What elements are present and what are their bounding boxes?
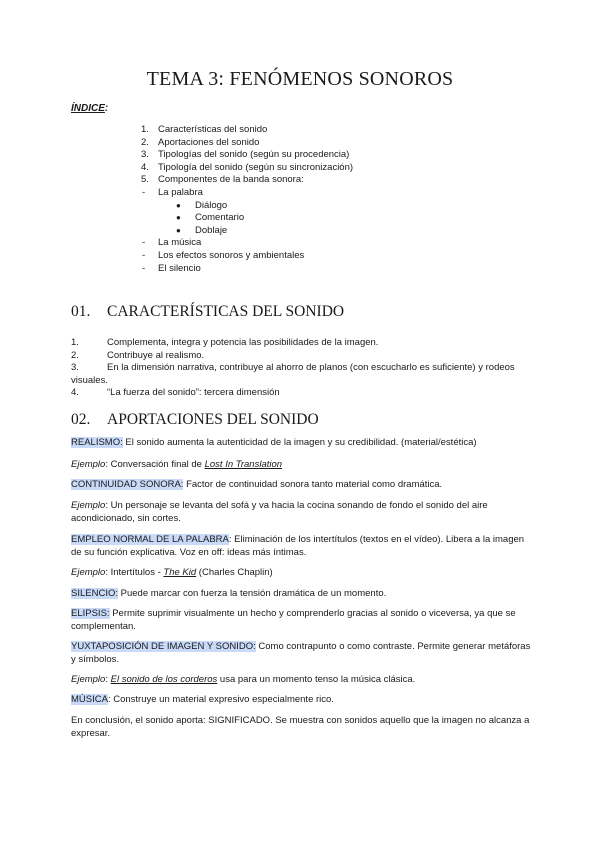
indice-heading — [71, 103, 108, 114]
list-item: En la dimensión narrativa, contribuye al ahorro de planos (con escucharlo es suficiente) y rodeos — [107, 362, 515, 373]
indice-colon: : — [104, 103, 109, 114]
section-title: CARACTERÍSTICAS DEL SONIDO — [107, 303, 345, 320]
highlighted-term: SILENCIO: — [71, 588, 118, 599]
toc-subitem: Doblaje — [195, 225, 228, 236]
toc-item-palabra: La palabra — [158, 187, 203, 198]
list-item: Complementa, integra y potencia las posibilidades de la imagen. — [107, 337, 379, 348]
section-heading-02 — [71, 411, 319, 429]
paragraph-text: : — [105, 674, 111, 685]
toc-subitem: Comentario — [195, 212, 245, 223]
highlighted-term: ELIPSIS: — [71, 608, 110, 619]
toc-item: El silencio — [158, 263, 201, 274]
toc-item: Los efectos sonoros y ambientales — [158, 250, 305, 261]
paragraph-ejemplo-1 — [71, 458, 531, 471]
paragraph-text: usa para un momento tenso la música clásica. — [217, 674, 416, 685]
list-item-continuation: visuales. — [71, 375, 108, 386]
paragraph-silencio — [71, 587, 531, 600]
paragraph-conclusion: En conclusión, el sonido aporta: SIGNIFICADO. Se muestra con sonidos aquello que la imagen no alcanza a expresar. — [71, 715, 530, 739]
bullet-icon: ● — [176, 201, 181, 210]
toc-item: Tipologías del sonido (según su procedencia) — [158, 149, 350, 160]
toc-subitem: Diálogo — [195, 200, 228, 211]
paragraph-text: : Construye un material expresivo especialmente rico. — [107, 694, 334, 705]
film-title: El sonido de los corderos — [110, 674, 218, 685]
toc-item: Características del sonido — [158, 124, 268, 135]
paragraph-musica — [71, 693, 531, 706]
ejemplo-label: Ejemplo — [71, 674, 106, 685]
highlighted-term: REALISMO: — [71, 437, 123, 448]
highlighted-term: MÚSICA — [71, 694, 108, 705]
paragraph-elipsis — [71, 607, 531, 633]
section-number: 02. — [71, 411, 91, 428]
page-title: TEMA 3: FENÓMENOS SONOROS — [146, 68, 454, 90]
toc-item: La música — [158, 237, 202, 248]
indice-label: ÍNDICE — [71, 103, 105, 114]
paragraph-text: Factor de continuidad sonora tanto material como dramática. — [183, 479, 443, 490]
toc-number: 4. — [141, 162, 149, 173]
paragraph-text: : Intertítulos - — [105, 567, 164, 578]
ejemplo-label: Ejemplo — [71, 567, 106, 578]
paragraph-text: Como contrapunto o como contraste. Permite generar metáforas y símbolos. — [71, 641, 531, 665]
paragraph-text: : Eliminación de los intertítulos (textos en el vídeo). Libera a la imagen de su función explicativa. Voz en off: ideas más íntimas. — [71, 534, 525, 558]
ejemplo-label: Ejemplo — [71, 459, 106, 470]
highlighted-term: YUXTAPOSICIÓN DE IMAGEN Y SONIDO: — [71, 641, 256, 652]
film-title: The Kid — [163, 567, 197, 578]
paragraph-empleo — [71, 533, 531, 559]
toc-dash: - — [142, 237, 146, 248]
list-item: Contribuye al realismo. — [107, 350, 205, 361]
paragraph-ejemplo-2 — [71, 499, 531, 525]
section-heading-01 — [71, 303, 344, 321]
section-number: 01. — [71, 303, 91, 320]
toc-number: 3. — [141, 149, 149, 160]
list-item: “La fuerza del sonido”: tercera dimensión — [107, 387, 280, 398]
paragraph-ejemplo-3 — [71, 566, 531, 579]
bullet-icon: ● — [176, 226, 181, 235]
section-title: APORTACIONES DEL SONIDO — [107, 411, 319, 428]
paragraph-text: Permite suprimir visualmente un hecho y comprenderlo gracias al sonido o viceversa, ya que se complementan. — [71, 608, 516, 632]
toc-item: Tipología del sonido (según su sincronización) — [158, 162, 354, 173]
toc-dash: - — [142, 250, 146, 261]
toc-dash: - — [142, 263, 146, 274]
paragraph-ejemplo-4 — [71, 673, 531, 686]
paragraph-text: El sonido aumenta la autenticidad de la imagen y su credibilidad. (material/estética) — [122, 437, 477, 448]
paragraph-text: : Un personaje se levanta del sofá y va hacia la cocina sonando de fondo el sonido del aire acondicionado, sin cortes. — [71, 500, 488, 524]
paragraph-yuxtaposicion — [71, 640, 531, 666]
paragraph-continuidad — [71, 478, 531, 491]
toc-item: Componentes de la banda sonora: — [158, 174, 304, 185]
film-title: Lost In Translation — [204, 459, 283, 470]
list-number: 1. — [71, 337, 79, 348]
paragraph-text: : Conversación final de — [105, 459, 205, 470]
ejemplo-label: Ejemplo — [71, 500, 106, 511]
bullet-icon: ● — [176, 213, 181, 222]
paragraph-text: (Charles Chaplin) — [196, 567, 273, 578]
list-number: 4. — [71, 387, 79, 398]
highlighted-term: EMPLEO NORMAL DE LA PALABRA — [71, 534, 229, 545]
toc-dash: - — [142, 187, 146, 198]
toc-number: 2. — [141, 137, 149, 148]
paragraph-realismo — [71, 436, 531, 449]
paragraph-text: Puede marcar con fuerza la tensión dramática de un momento. — [118, 588, 387, 599]
list-number: 3. — [71, 362, 79, 373]
toc-item: Aportaciones del sonido — [158, 137, 260, 148]
list-number: 2. — [71, 350, 79, 361]
toc-number: 1. — [141, 124, 149, 135]
highlighted-term: CONTINUIDAD SONORA: — [71, 479, 184, 490]
toc-number: 5. — [141, 174, 149, 185]
